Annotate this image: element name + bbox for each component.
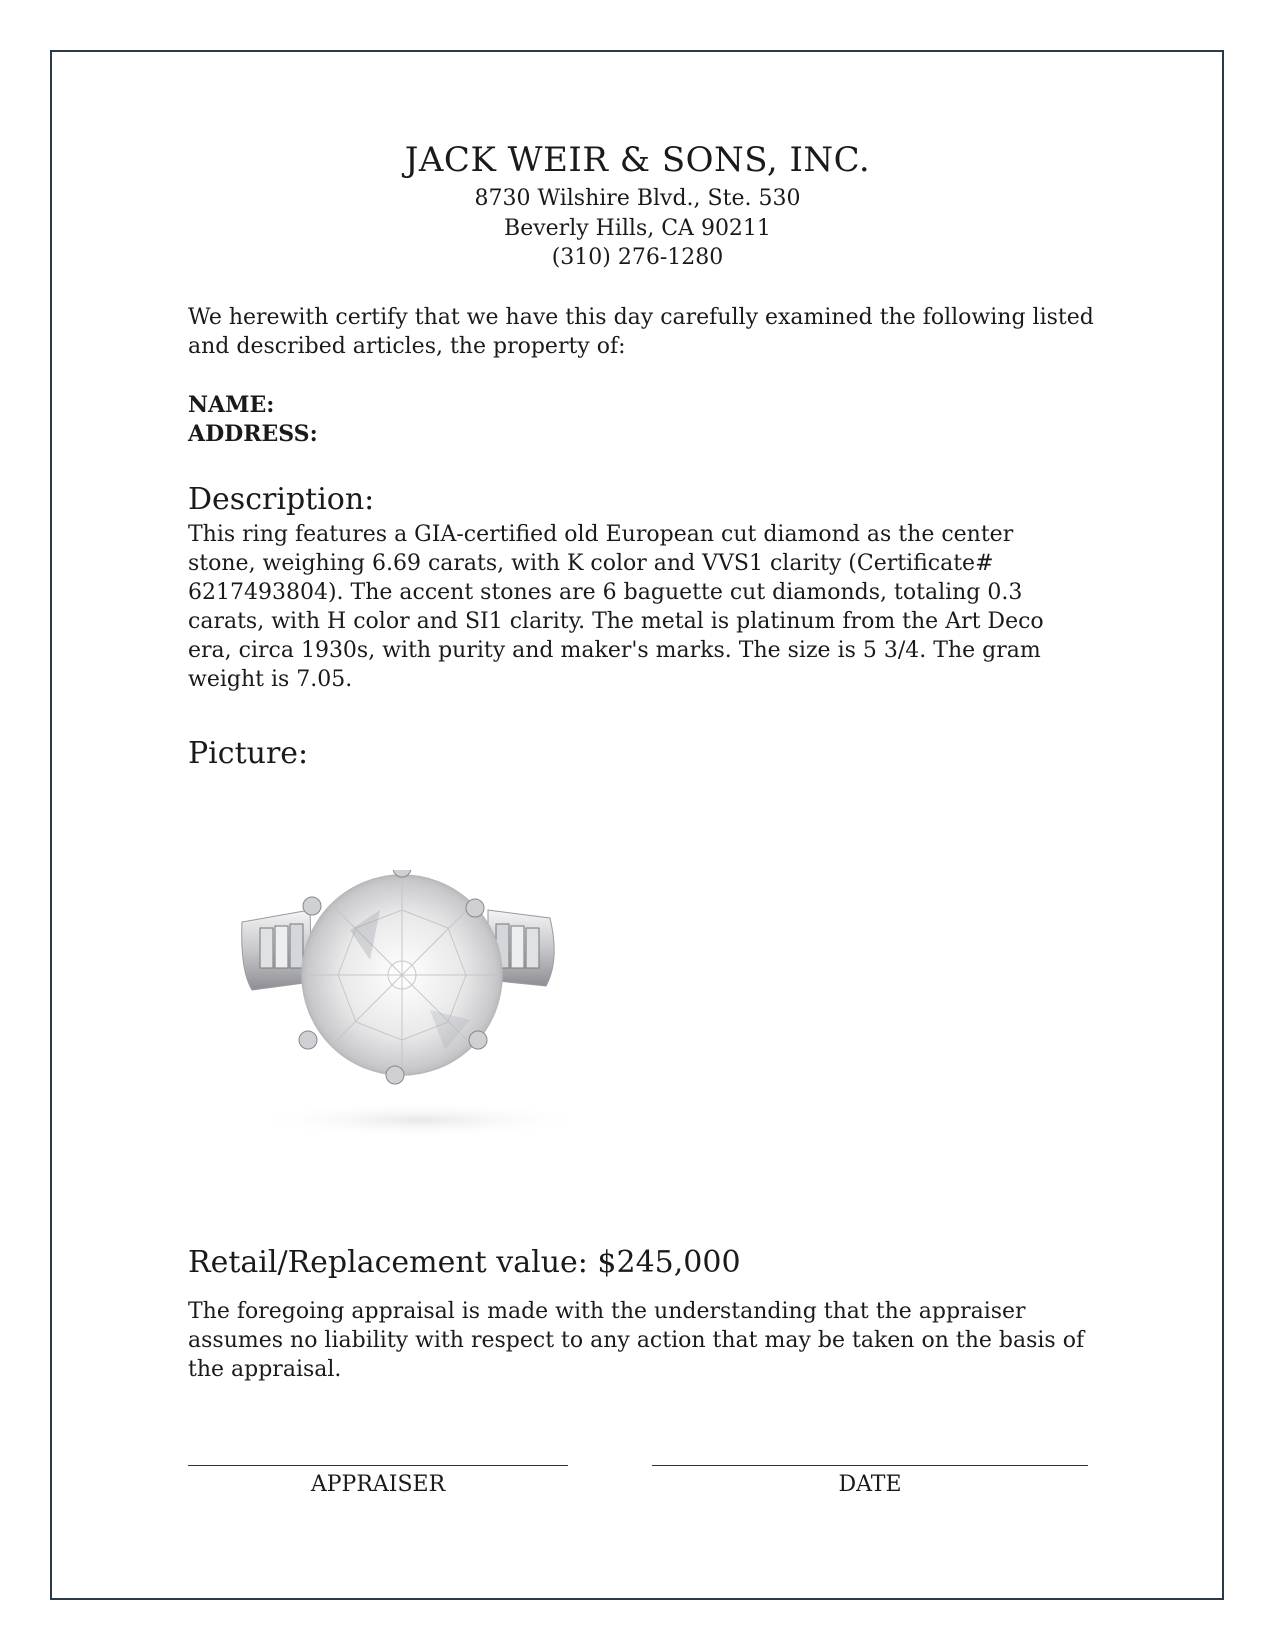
name-label: NAME:: [188, 392, 275, 418]
liability-disclaimer: The foregoing appraisal is made with the understanding that the appraiser assumes no liability with respect to any action that may be taken on the basis of the appraisal.: [188, 1299, 1085, 1382]
description-text: This ring features a GIA-certified old European cut diamond as the center stone, weighing 6.69 carats, with K color and VVS1 clarity (Certificate# 6217493804). The accent stones are 6 baguette cut diamonds, totaling 0.3 carats, with H color and SI1 clarity. The metal is platinum from the Art Deco era, circa 1930s, with purity and maker's marks. The size is 5 3/4. The gram weight is 7.05.: [188, 522, 1044, 692]
date-label: DATE: [838, 1472, 902, 1497]
company-phone: (310) 276-1280: [551, 245, 724, 270]
date-signature-line: [652, 1465, 1088, 1466]
retail-replacement-value: Retail/Replacement value: $245,000: [188, 1245, 741, 1280]
ring-photo: [230, 870, 630, 1140]
picture-heading: Picture:: [188, 736, 309, 771]
certification-intro: We herewith certify that we have this day carefully examined the following listed and described articles, the property of:: [188, 305, 1094, 359]
company-address-line1: 8730 Wilshire Blvd., Ste. 530: [474, 186, 801, 211]
company-name: JACK WEIR & SONS, INC.: [404, 140, 871, 180]
appraiser-signature-line: [188, 1465, 568, 1466]
appraiser-label: APPRAISER: [310, 1472, 446, 1497]
company-address-line2: Beverly Hills, CA 90211: [504, 216, 771, 241]
address-label: ADDRESS:: [188, 421, 318, 447]
description-heading: Description:: [188, 482, 375, 517]
